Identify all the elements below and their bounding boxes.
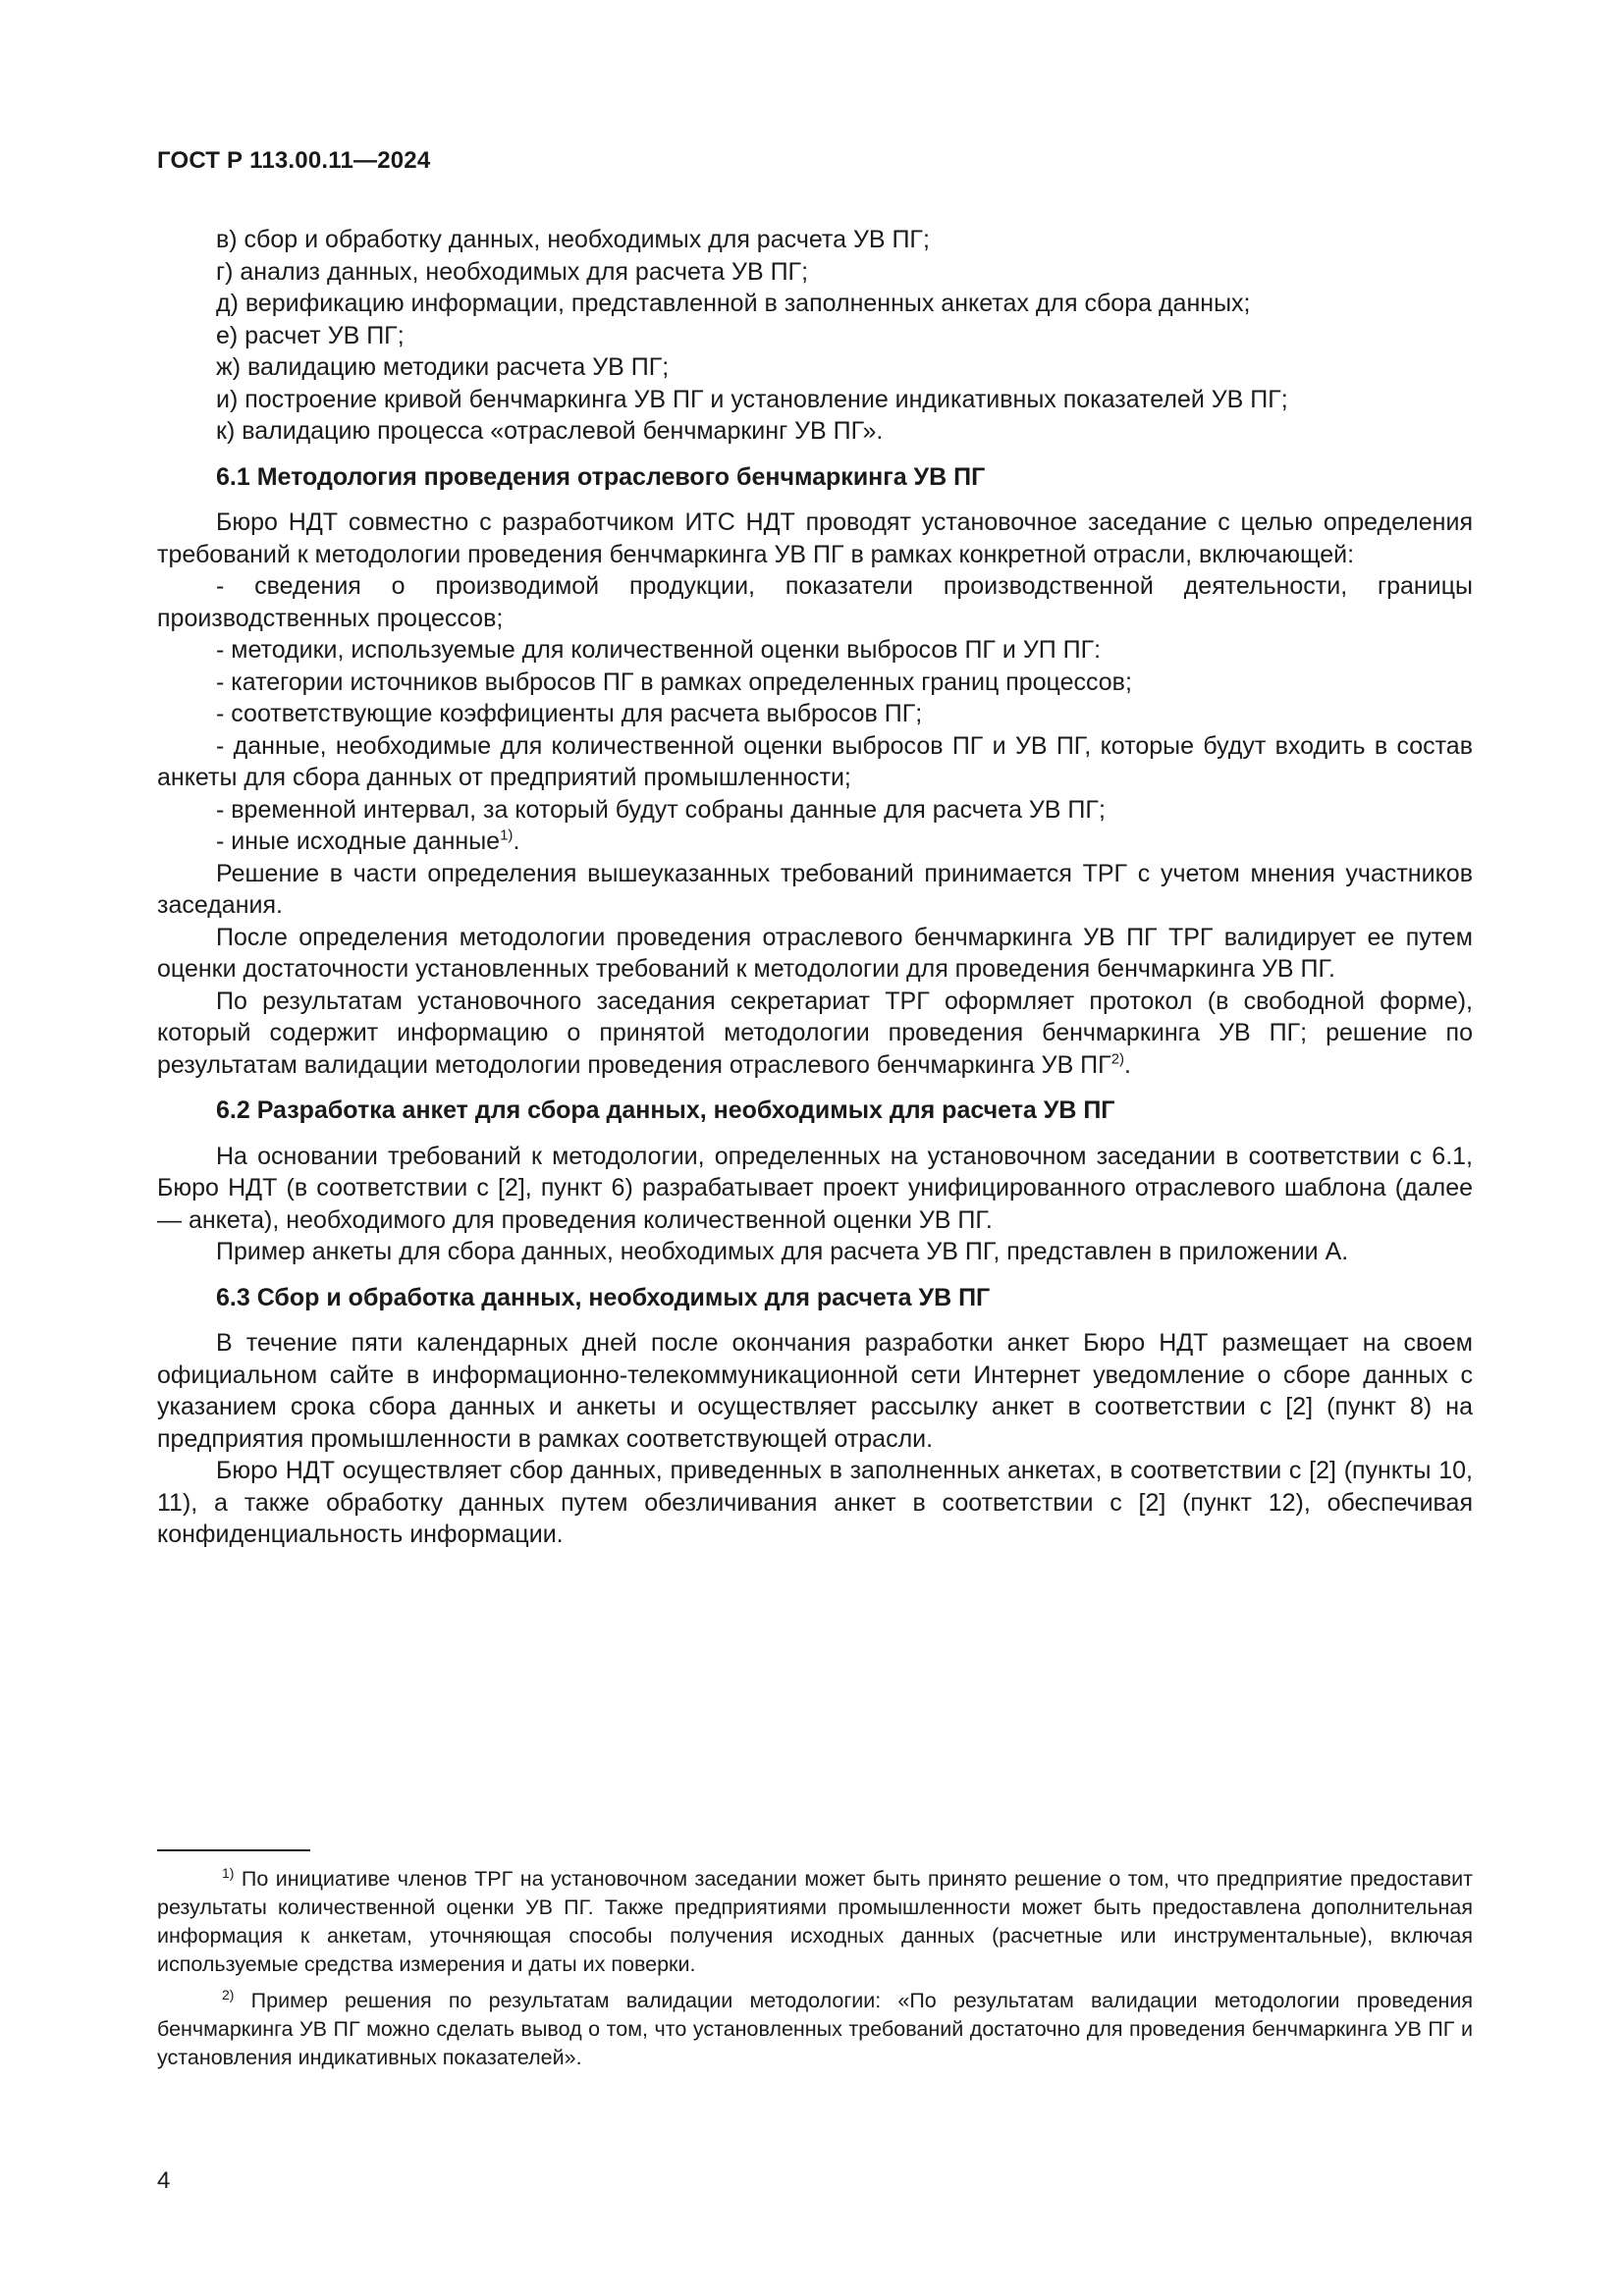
- paragraph: На основании требований к методологии, определенных на установочном заседании в соответствии с 6.1, Бюро НДТ (в соответствии с [2], пункт 6) разрабатывает проект унифицированного отраслевого шаблона (далее — анкета), необходимого для проведения количественной оценки УВ ПГ.: [157, 1142, 1473, 1234]
- footnote-divider: [157, 1849, 310, 1851]
- footnote-marker: 2): [222, 1986, 235, 2002]
- dash-list-item: - данные, необходимые для количественной оценки выбросов ПГ и УВ ПГ, которые будут входить в состав анкеты для сбора данных от предприятий промышленности;: [157, 731, 1473, 791]
- paragraph: Бюро НДТ совместно с разработчиком ИТС НДТ проводят установочное заседание с целью определения требований к методологии проведения бенчмаркинга УВ ПГ в рамках конкретной отрасли, включающей:: [157, 508, 1473, 568]
- paragraph: Пример анкеты для сбора данных, необходимых для расчета УВ ПГ, представлен в приложении А.: [216, 1238, 1349, 1265]
- punctuation: .: [1124, 1050, 1131, 1079]
- list-item: в) сбор и обработку данных, необходимых для расчета УВ ПГ;: [216, 226, 930, 253]
- dash-list-item: - сведения о производимой продукции, показатели производственной деятельности, границы производственных процессов;: [157, 572, 1473, 632]
- punctuation: .: [513, 828, 520, 855]
- footnote-1: [157, 1865, 1473, 1979]
- paragraph: [157, 986, 1473, 1082]
- paragraph: После определения методологии проведения отраслевого бенчмаркинга УВ ПГ ТРГ валидирует ее путем оценки достаточности установленных требований к методологии для проведения бенчмаркинга УВ ПГ.: [157, 923, 1473, 983]
- section-6-2: [157, 1095, 1473, 1268]
- dash-list-item: - соответствующие коэффициенты для расчета выбросов ПГ;: [216, 700, 923, 727]
- section-title: 6.2 Разработка анкет для сбора данных, необходимых для расчета УВ ПГ: [216, 1096, 1115, 1124]
- paragraph: Бюро НДТ осуществляет сбор данных, приведенных в заполненных анкетах, в соответствии с [2] (пункты 10, 11), а также обработку данных путем обезличивания анкет в соответствии с [2] (пункт 12), обеспечивая конфиденциальность информации.: [157, 1457, 1473, 1548]
- list-item: и) построение кривой бенчмаркинга УВ ПГ и установление индикативных показателей УВ ПГ;: [216, 385, 1288, 413]
- footnote-text: Пример решения по результатам валидации методологии: «По результатам валидации методологии проведения бенчмаркинга УВ ПГ можно сделать вывод о том, что установленных требований достаточно для проведения бенчмаркинга УВ ПГ и установления индикативных показателей».: [157, 1989, 1473, 2069]
- list-item: е) расчет УВ ПГ;: [216, 321, 405, 349]
- footnote-reference-2[interactable]: 2): [1110, 1050, 1125, 1068]
- list-item: г) анализ данных, необходимых для расчета УВ ПГ;: [216, 257, 809, 286]
- dash-list-item-text: - иные исходные данные: [216, 828, 501, 855]
- footnote-text: По инициативе членов ТРГ на установочном заседании может быть принято решение о том, что предприятие предоставит результаты количественной оценки УВ ПГ. Также предприятиями промышленности может быть предоставлена дополнительная информация к анкетам, уточняющая способы получения исходных данных (расчетные или инструментальные), включая используемые средства измерения и даты их поверки.: [157, 1867, 1473, 1976]
- paragraph: В течение пяти календарных дней после окончания разработки анкет Бюро НДТ размещает на своем официальном сайте в информационно-телекоммуникационной сети Интернет уведомление о сборе данных с указанием срока сбора данных и анкеты и осуществляет рассылку анкет в соответствии с [2] (пункт 8) на предприятия промышленности в рамках соответствующей отрасли.: [157, 1329, 1473, 1453]
- main-content: [157, 224, 1473, 1551]
- section-6-1: [157, 461, 1473, 1082]
- dash-list-item: - временной интервал, за который будут собраны данные для расчета УВ ПГ;: [216, 795, 1106, 824]
- footnotes: [157, 1849, 1473, 2080]
- paragraph-text: По результатам установочного заседания секретариат ТРГ оформляет протокол (в свободной форме), который содержит информацию о принятой методологии проведения бенчмаркинга УВ ПГ; решение по результатам валидации методологии проведения отраслевого бенчмаркинга УВ ПГ: [157, 987, 1473, 1079]
- footnote-reference-1[interactable]: 1): [500, 827, 514, 844]
- paragraph: Решение в части определения вышеуказанных требований принимается ТРГ с учетом мнения участников заседания.: [157, 859, 1473, 919]
- section-title: 6.1 Методология проведения отраслевого бенчмаркинга УВ ПГ: [216, 462, 986, 491]
- section-title: 6.3 Сбор и обработка данных, необходимых для расчета УВ ПГ: [216, 1283, 991, 1311]
- dash-list-item: - методики, используемые для количественной оценки выбросов ПГ и УП ПГ:: [216, 636, 1102, 664]
- footnote-2: [157, 1987, 1473, 2072]
- footnote-marker: 1): [222, 1864, 235, 1881]
- list-item: д) верификацию информации, представленной в заполненных анкетах для сбора данных;: [216, 290, 1251, 317]
- dash-list-item: - категории источников выбросов ПГ в рамках определенных границ процессов;: [216, 667, 1132, 696]
- document-code-header: ГОСТ Р 113.00.11—2024: [157, 147, 431, 174]
- stage-list: [157, 224, 1473, 448]
- list-item: ж) валидацию методики расчета УВ ПГ;: [216, 353, 670, 381]
- document-page: [157, 0, 1473, 2296]
- page-number: 4: [157, 2167, 171, 2194]
- list-item: к) валидацию процесса «отраслевой бенчмаркинг УВ ПГ».: [216, 417, 884, 445]
- dash-list-item: [157, 826, 1473, 858]
- section-6-3: [157, 1282, 1473, 1551]
